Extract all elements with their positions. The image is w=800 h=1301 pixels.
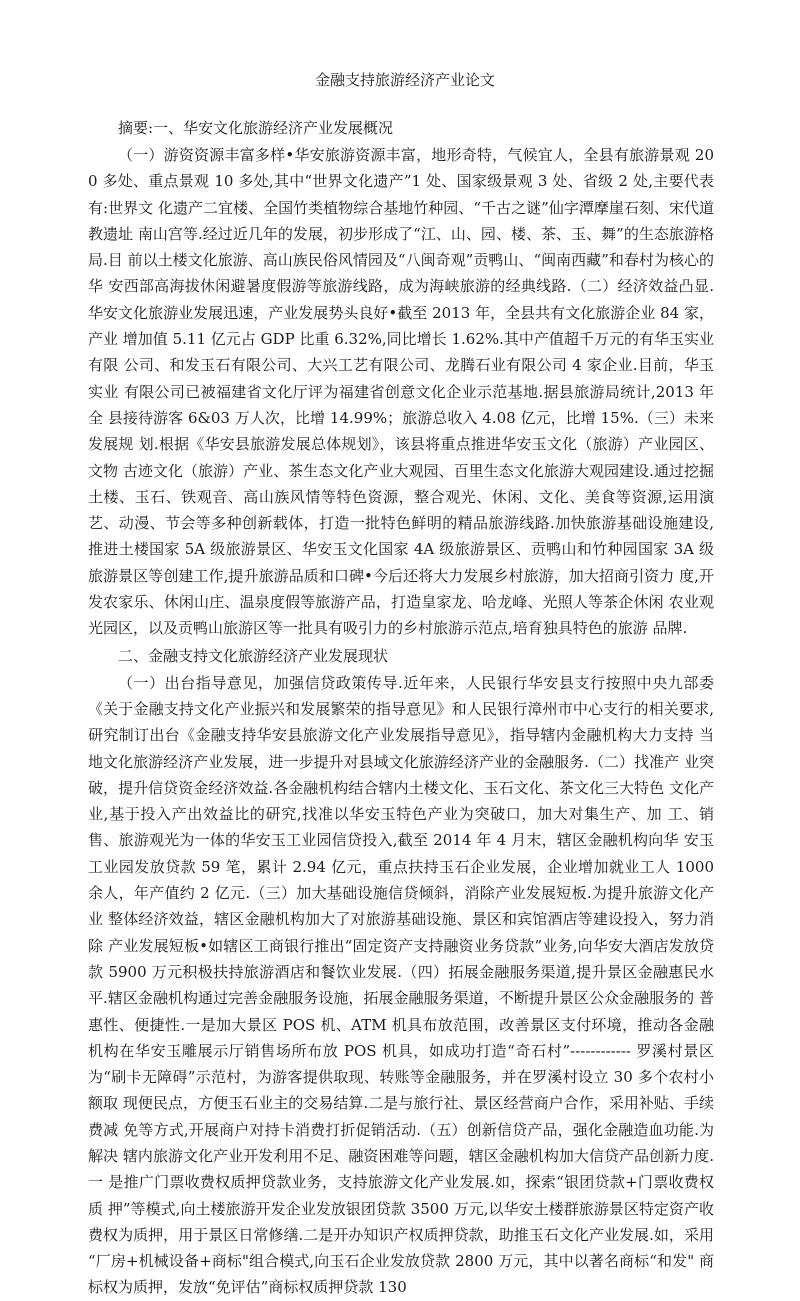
abstract-heading: 摘要:一、华安文化旅游经济产业发展概况 bbox=[118, 119, 394, 137]
section-heading-2: 二、金融支持文化旅游经济产业发展现状 bbox=[118, 646, 389, 665]
body-paragraph-1: （一）游资资源丰富多样•华安旅游资源丰富，地形奇特，气候宜人，全县有旅游景观 200 多处、重点景观 10 多处,其中“世界文化遗产”1 处、国家级景观 3 处、省级 2 处,主要代表有:世界文 化遗产二宜楼、全国竹类植物综合基地竹种园、“千古之谜”仙字潭摩崖石刻、宋代道教遗址 南山宫等.经过近几年的发展，初步形成了“江、山、园、楼、茶、玉、舞”的生态旅游格局.目 前以土楼文化旅游、高山族民俗风情园及“八闽奇观”贡鸭山、“闽南西藏”和春村为核心的华 安西部高海拔休闲避暑度假游等旅游线路，成为海峡旅游的经典线路.（二）经济效益凸显.华安文化旅游业发展迅速，产业发展势头良好•截至 2013 年，全县共有文化旅游企业 84 家，产业 增加值 5.11 亿元占 GDP 比重 6.32%,同比增长 1.62%.其中产值超千万元的有华玉实业有限 公司、和发玉石有限公司、大兴工艺有限公司、龙腾石业有限公司 4 家企业.目前，华玉实业 有限公司已被福建省文化厅评为福建省创意文化企业示范基地.据县旅游局统计,2013 年全 县接待游客 6&03 万人次，比增 14.99%；旅游总收入 4.08 亿元，比增 15%.（三）未来发展规 划.根据《华安县旅游发展总体规划》，该县将重点推进华安玉文化（旅游）产业园区、文物 古迹文化（旅游）产业、茶生态文化产业大观园、百里生态文化旅游大观园建设.通过挖掘 土楼、玉石、铁观音、高山族风情等特色资源，整合观光、休闲、文化、美食等资源,运用演 艺、动漫、节会等多种创新载体，打造一批特色鲜明的精品旅游线路.加快旅游基础设施建设, 推进土楼国家 5A 级旅游景区、华安玉文化国家 4A 级旅游景区、贡鸭山和竹种园国家 3A 级旅游景区等创建工作,提升旅游品质和口碑•今后还将大力发展乡村旅游，加大招商引资力 度,开发农家乐、休闲山庄、温泉度假等旅游产品，打造皇家龙、哈龙峰、光照人等茶企休闲 农业观光园区，以及贡鸭山旅游区等一批具有吸引力的乡村旅游示范点,培育独具特色的旅游 品牌. bbox=[88, 146, 714, 638]
body-paragraph-2: （一）出台指导意见，加强信贷政策传导.近年来，人民银行华安县支行按照中央九部委《关于金融支持文化产业振兴和发展繁荣的指导意见》和人民银行漳州市中心支行的相关要求, 研究制订出台《金融支持华安县旅游文化产业发展指导意见》，指导辖内金融机构大力支持 当地文化旅游经济产业发展，进一步提升对县域文化旅游经济产业的金融服务.（二）找准产 业突破，提升信贷资金经济效益.各金融机构结合辖内土楼文化、玉石文化、茶文化三大特色 文化产业,基于投入产出效益比的研究,找准以华安玉特色产业为突破口，加大对集生产、加 工、销售、旅游观光为一体的华安玉工业园信贷投入,截至 2014 年 4 月末，辖区金融机构向华 安玉工业园发放贷款 59 笔，累计 2.94 亿元，重点扶持玉石企业发展，企业增加就业工人 1000 余人，年产值约 2 亿元.（三）加大基础设施信贷倾斜，消除产业发展短板.为提升旅游文化产业 整体经济效益，辖区金融机构加大了对旅游基础设施、景区和宾馆酒店等建设投入，努力消除 产业发展短板•如辖区工商银行推出“固定资产支持融资业务贷款”业务,向华安大酒店发放贷 款 5900 万元积极扶持旅游酒店和餐饮业发展.（四）拓展金融服务渠道,提升景区金融惠民水 平.辖区金融机构通过完善金融服务设施，拓展金融服务渠道，不断提升景区公众金融服务的 普惠性、便捷性.一是加大景区 POS 机、ATM 机具布放范围，改善景区支付环境，推动各金融 机构在华安玉雕展示厅销售场所布放 POS 机具，如成功打造“奇石村”------------ 罗溪村景区为“刷卡无障碍”示范村，为游客提供取现、转账等金融服务，并在罗溪村设立 30 多个农村小额取 现便民点，方便玉石业主的交易结算.二是与旅行社、景区经营商户合作，采用补贴、手续费减 免等方式,开展商户对持卡消费打折促销活动.（五）创新信贷产品，强化金融造血功能.为解决 辖内旅游文化产业开发利用不足、融资困难等问题，辖区金融机构加大信贷产品创新力度.一 是推广门票收费权质押贷款业务，支持旅游文化产业发展.如，探索“银团贷款+门票收费权质 押”等模式,向土楼旅游开发企业发放银团贷款 3500 万元,以华安土楼群旅游景区特定资产收 费权为质押，用于景区日常修缮.二是开办知识产权质押贷款，助推玉石文化产业发展.如，采用 “厂房+机械设备+商标"组合模式,向玉石企业发放贷款 2800 万元，其中以著名商标“和发" 商标权为质押，发放“免评估”商标权质押贷款 130 bbox=[88, 673, 714, 1297]
document-title: 金融支持旅游经济产业论文 bbox=[314, 71, 495, 89]
